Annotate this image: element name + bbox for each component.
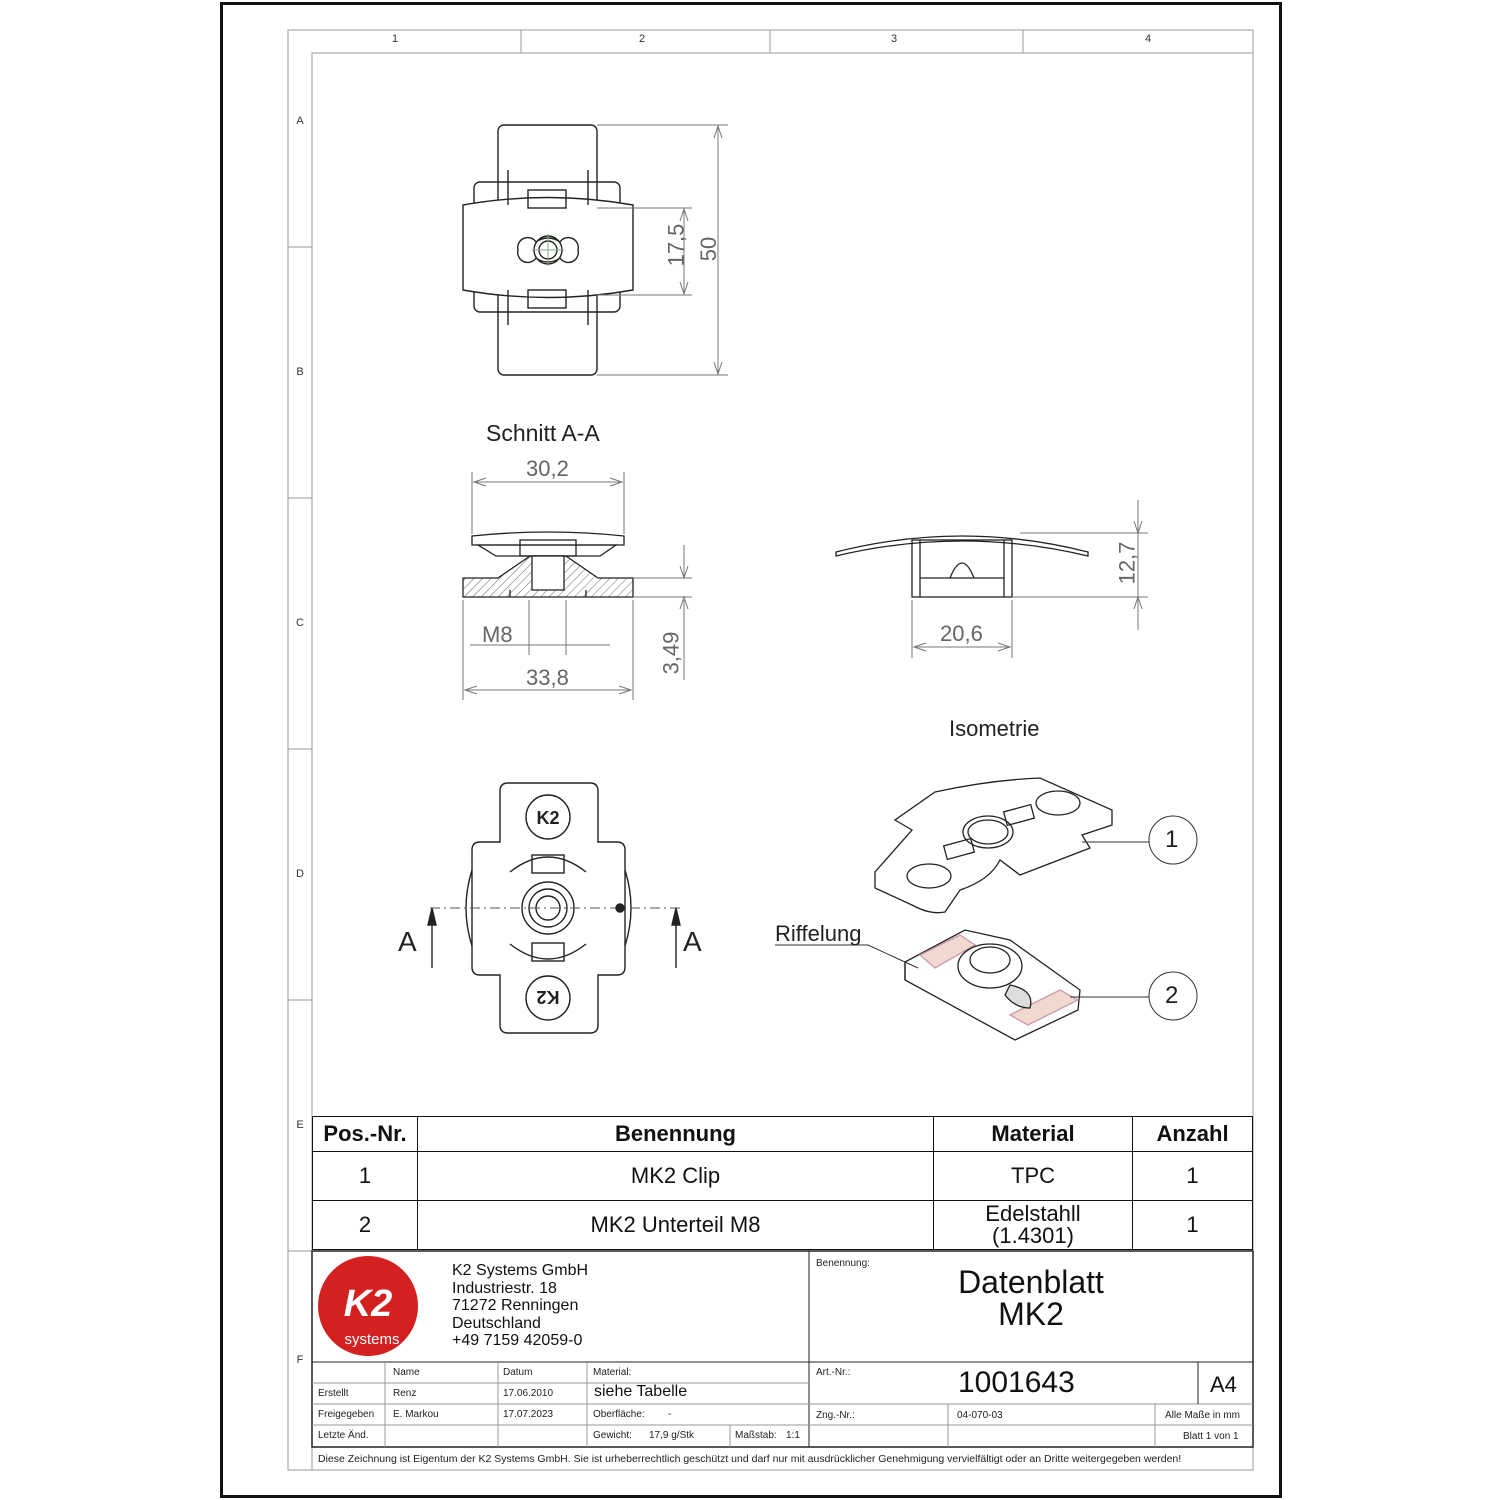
letzte-aend-label: Letzte Änd. [318,1430,369,1441]
grid-row-c: C [296,617,304,629]
logo-subtext: systems [344,1331,400,1348]
logo-text: K2 [343,1283,393,1325]
parts-table-header [313,1117,1253,1152]
dim-20-6: 20,6 [940,621,983,646]
row1-pos: 1 [313,1152,418,1201]
company-country: Deutschland [452,1314,541,1332]
artnr-value: 1001643 [958,1366,1075,1399]
grid-row-d: D [296,868,304,880]
grid-col-4: 4 [1144,33,1152,45]
company-name: K2 Systems GmbH [452,1262,589,1279]
grid-row-e: E [296,1119,304,1131]
callout-leaders [775,816,1197,1020]
dim-3-49: 3,49 [658,631,684,675]
copyright-footer: Diese Zeichnung ist Eigentum der K2 Systems GmbH. Sie ist urheberrechtlich geschützt und darf nur mit ausdrücklicher Genehmigung vervielfältigt oder an Dritte weitergegeben werden! [318,1453,1182,1465]
row2-qty: 1 [1133,1201,1253,1250]
grid-row-b: B [296,366,304,378]
row2-material-line2: (1.4301) [992,1223,1074,1248]
row2-pos: 2 [313,1201,418,1250]
erstellt-name: Renz [393,1388,417,1399]
erstellt-date: 17.06.2010 [503,1388,554,1399]
grid-row-f: F [296,1354,304,1366]
section-mark-left: A [398,926,417,957]
grid-row-a: A [296,115,304,127]
riffelung-label: Riffelung [775,921,862,946]
freigegeben-name: E. Markou [393,1409,439,1420]
k2-logo [318,1256,418,1356]
company-city: 71272 Renningen [452,1297,579,1314]
row2-material-line1: Edelstahll [985,1201,1081,1226]
dim-m8: M8 [482,622,513,647]
header-pos: Pos.-Nr. [313,1117,418,1152]
row2-material [934,1201,1133,1250]
grid-col-1: 1 [391,33,399,45]
massstab-value: 1:1 [786,1430,800,1441]
dim-30-2: 30,2 [526,456,569,481]
drawing-title-line1: Datenblatt [958,1264,1104,1300]
freigegeben-date: 17.07.2023 [503,1409,554,1420]
sheet-note: Blatt 1 von 1 [1183,1431,1239,1442]
company-address [452,1262,588,1350]
isometric-base [905,930,1080,1040]
drawing-title [900,1266,1162,1330]
svg-text:K2: K2 [536,987,560,1007]
side-view [836,536,1088,597]
parts-table [312,1116,1253,1250]
top-view [463,125,633,375]
gewicht-value: 17,9 g/Stk [649,1430,695,1441]
table-row [313,1201,1253,1250]
col-datum-label: Datum [503,1367,533,1378]
dim-12-7: 12,7 [1114,541,1140,585]
col-name-label: Name [393,1367,420,1378]
freigegeben-label: Freigegeben [318,1409,375,1420]
erstellt-label: Erstellt [318,1388,349,1399]
isometric-title: Isometrie [949,716,1040,741]
dim-50: 50 [696,236,722,262]
company-street: Industriestr. 18 [452,1279,557,1297]
format-value: A4 [1210,1372,1237,1397]
header-benennung: Benennung [418,1117,934,1152]
row2-name: MK2 Unterteil M8 [418,1201,934,1250]
row1-name: MK2 Clip [418,1152,934,1201]
callout-1-label: 1 [1165,826,1179,853]
oberflaeche-label: Oberfläche: [593,1409,645,1420]
material-label: Material: [593,1367,632,1378]
grid-col-2: 2 [638,33,646,45]
zngnr-label: Zng.-Nr.: [816,1410,855,1421]
row1-qty: 1 [1133,1152,1253,1201]
front-view [428,783,680,1033]
section-mark-right: A [683,926,702,957]
table-row [313,1152,1253,1201]
grid-col-3: 3 [890,33,898,45]
dim-17-5: 17,5 [663,223,689,267]
massstab-label: Maßstab: [735,1430,777,1441]
company-phone: +49 7159 42059-0 [452,1332,583,1349]
callout-2-label: 2 [1165,982,1179,1009]
header-material: Material [934,1117,1133,1152]
section-view [463,532,633,597]
section-title: Schnitt A-A [486,420,600,446]
artnr-label: Art.-Nr.: [816,1367,851,1378]
row1-material: TPC [934,1152,1133,1201]
dim-33-8: 33,8 [526,665,569,690]
drawing-title-line2: MK2 [998,1296,1064,1332]
gewicht-label: Gewicht: [593,1430,632,1441]
oberflaeche-value: - [668,1409,672,1420]
zngnr-value: 04-070-03 [957,1410,1003,1421]
material-value: siehe Tabelle [594,1383,688,1400]
isometric-clip [875,778,1112,913]
svg-text:K2: K2 [536,808,560,828]
units-note: Alle Maße in mm [1165,1410,1241,1421]
benennung-label: Benennung: [816,1258,870,1269]
header-anzahl: Anzahl [1133,1117,1253,1152]
